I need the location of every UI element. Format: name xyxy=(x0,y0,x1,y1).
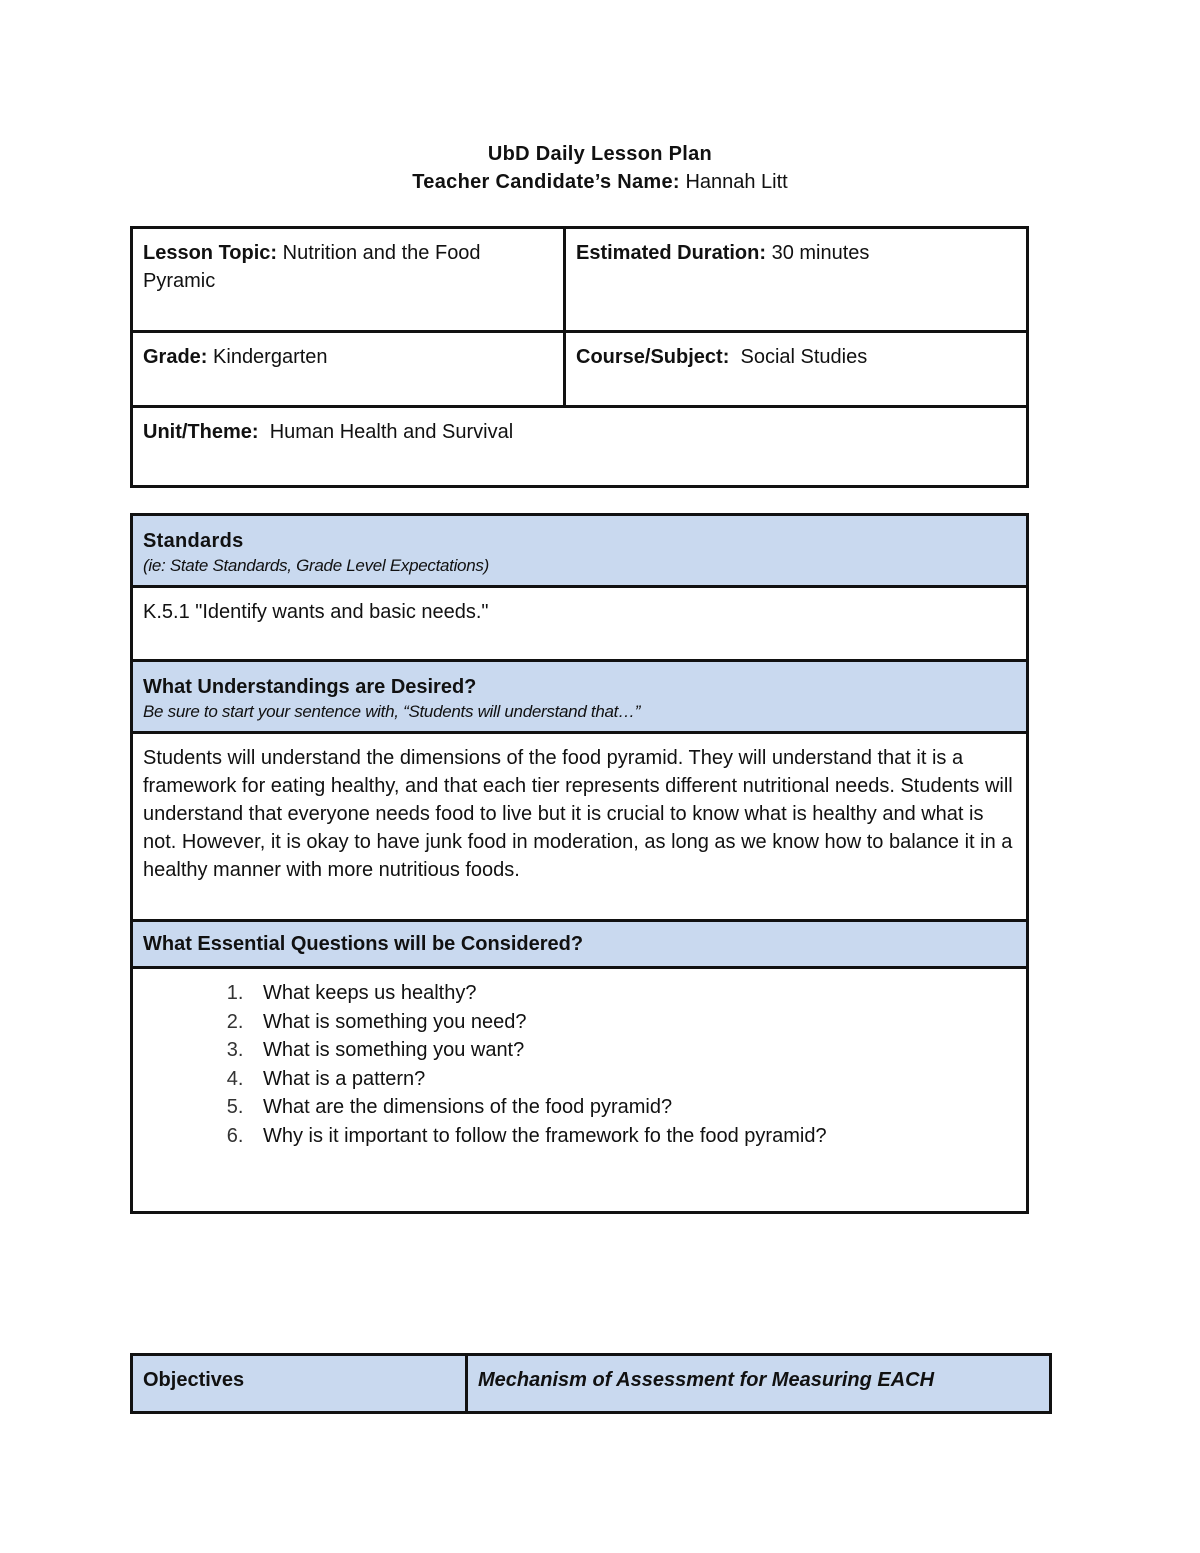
course-cell xyxy=(565,332,1028,407)
list-item: 5. What are the dimensions of the food pyramid? xyxy=(249,1093,1016,1122)
understandings-body-cell xyxy=(132,733,1028,921)
standards-header-cell xyxy=(132,515,1028,587)
standards-body-cell xyxy=(132,587,1028,661)
document-header xyxy=(0,140,1200,196)
grade-label: Grade: xyxy=(143,346,208,368)
objectives-table xyxy=(130,1353,1052,1414)
course-value: Social Studies xyxy=(740,346,868,368)
list-item: 6. Why is it important to follow the framework fo the food pyramid? xyxy=(249,1122,1016,1151)
unit-label: Unit/Theme: xyxy=(143,421,259,443)
page-title: UbD Daily Lesson Plan xyxy=(487,143,713,165)
duration-label: Estimated Duration: xyxy=(576,242,767,264)
duration-value: 30 minutes xyxy=(771,242,870,264)
standards-table xyxy=(130,513,1029,1214)
lesson-topic-label: Lesson Topic: xyxy=(143,242,278,264)
list-item: 3. What is something you want? xyxy=(249,1036,1016,1065)
unit-cell xyxy=(132,407,1028,487)
understandings-heading: What Understandings are Desired? xyxy=(143,676,477,698)
lesson-topic-cell xyxy=(132,228,565,332)
essential-questions-body-cell xyxy=(132,968,1028,1213)
list-item: 1. What keeps us healthy? xyxy=(249,979,1016,1008)
understandings-header-cell xyxy=(132,661,1028,733)
lesson-info-table xyxy=(130,226,1029,488)
teacher-name-label: Teacher Candidate’s Name xyxy=(412,171,673,193)
teacher-name-line: Teacher Candidate’s Name: Hannah Litt xyxy=(412,171,788,193)
objectives-header-cell xyxy=(132,1355,467,1413)
assessment-header-cell xyxy=(467,1355,1051,1413)
objectives-heading: Objectives xyxy=(143,1369,245,1391)
duration-cell xyxy=(565,228,1028,332)
understandings-text: Students will understand the dimensions of the food pyramid. They will understand that it is a framework for eating healthy, and that each tier represents different nutritional needs. Students will understand that everyone needs food to live but it is crucial to know what is healthy and what is not. However, it is okay to have junk food in moderation, as long as we know how to balance it in a healthy manner with more nutritious foods. xyxy=(143,747,1013,881)
standards-heading: Standards xyxy=(143,530,244,552)
teacher-name-value: Hannah Litt xyxy=(685,171,788,193)
unit-value: Human Health and Survival xyxy=(269,421,514,443)
grade-cell xyxy=(132,332,565,407)
list-item: 4. What is a pattern? xyxy=(249,1065,1016,1094)
essential-questions-header-cell xyxy=(132,921,1028,968)
essential-questions-list xyxy=(143,979,1016,1150)
grade-value: Kindergarten xyxy=(213,346,328,368)
lesson-topic-value: Nutrition and the Food Pyramic xyxy=(143,242,481,292)
list-item: 2. What is something you need? xyxy=(249,1008,1016,1037)
course-label: Course/Subject: xyxy=(576,346,730,368)
standards-text: K.5.1 "Identify wants and basic needs." xyxy=(143,601,489,623)
understandings-hint: Be sure to start your sentence with, “Students will understand that…” xyxy=(143,702,641,721)
standards-hint: (ie: State Standards, Grade Level Expectations) xyxy=(143,556,489,575)
essential-questions-heading: What Essential Questions will be Considered? xyxy=(143,933,584,955)
assessment-heading: Mechanism of Assessment for Measuring EACH xyxy=(478,1369,935,1391)
